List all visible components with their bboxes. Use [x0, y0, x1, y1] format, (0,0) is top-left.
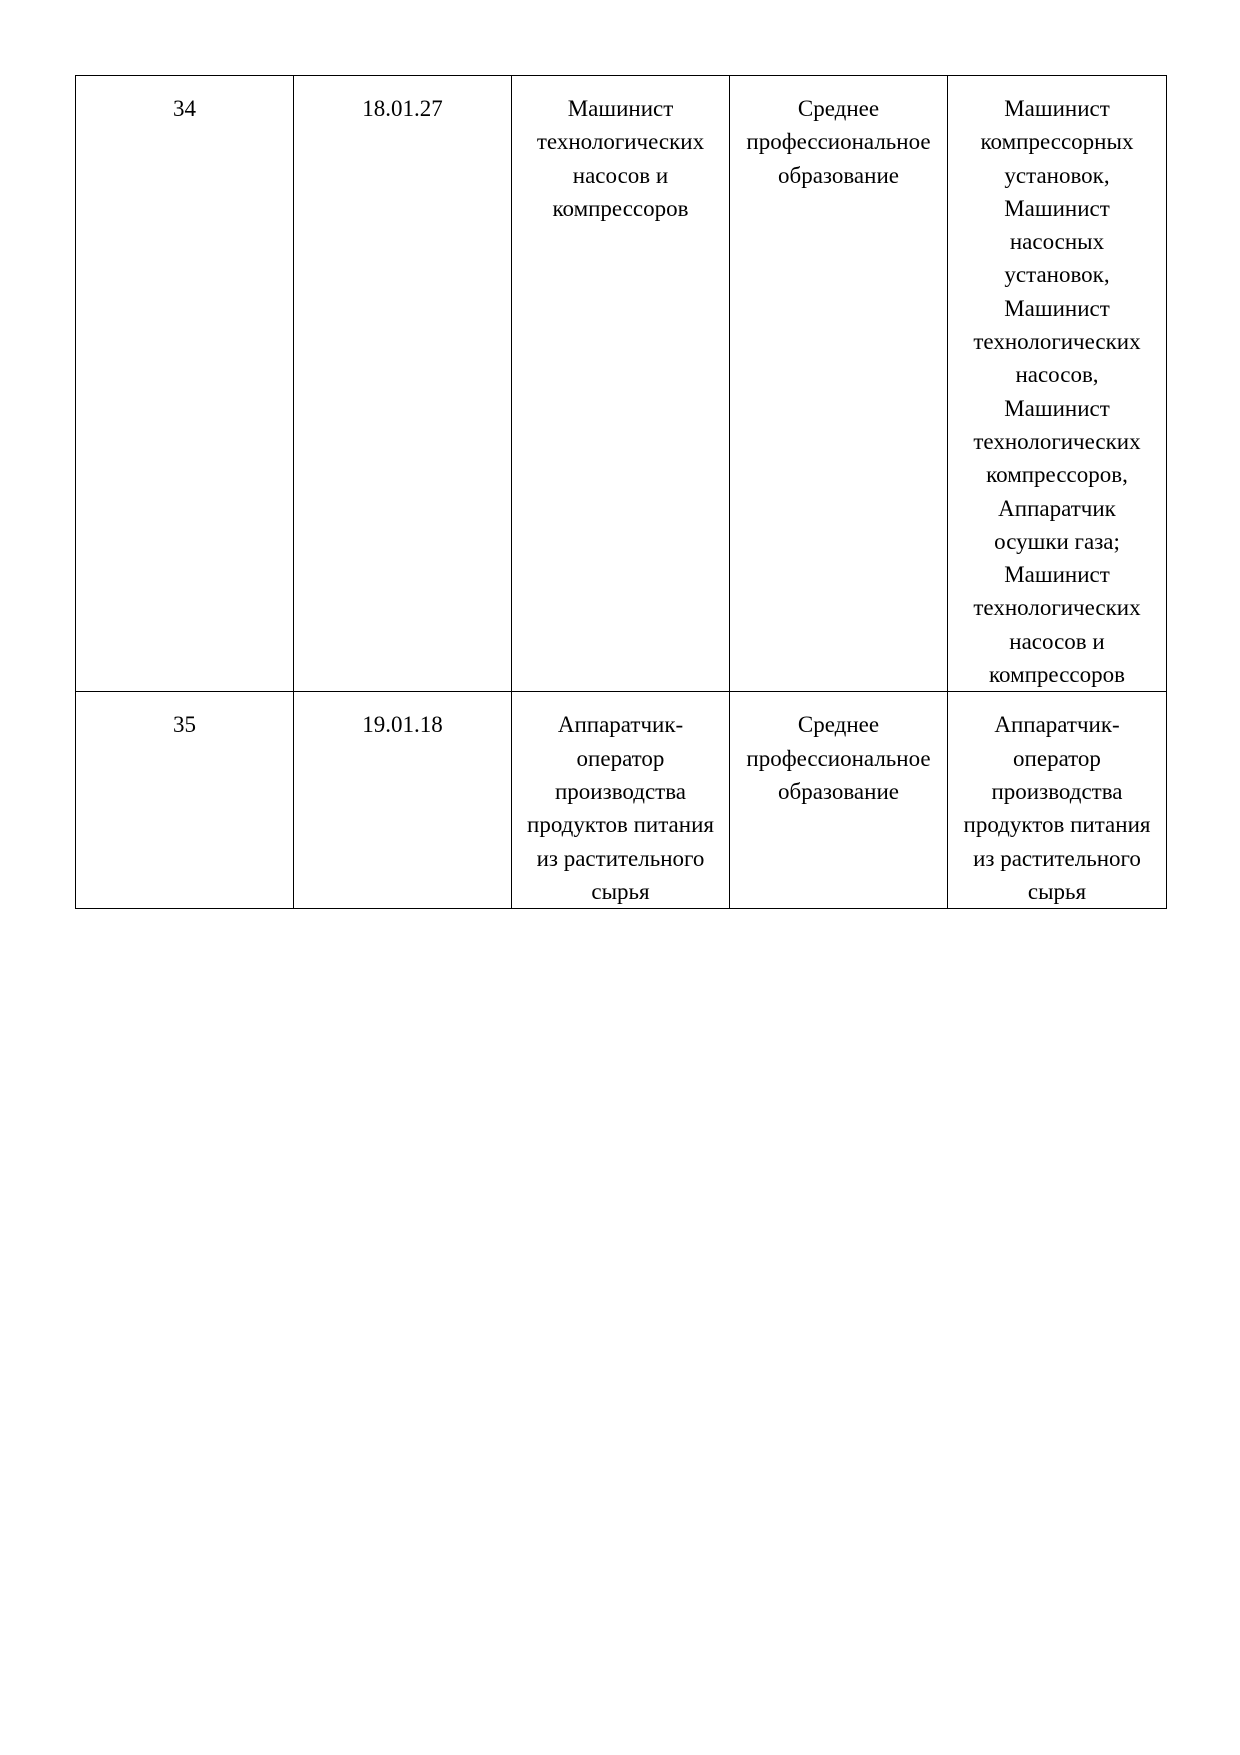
- profession-line: сырья: [591, 878, 650, 904]
- qualification-line: установок,: [1004, 262, 1110, 288]
- education-line: профессиональное: [746, 129, 931, 155]
- qualification-line: Машинист: [1004, 562, 1110, 588]
- qualification-cell: [948, 692, 1167, 909]
- qualification-line: Машинист: [1004, 195, 1110, 221]
- qualification-line: Машинист: [1004, 96, 1110, 121]
- qualification-line: продуктов питания: [963, 812, 1151, 838]
- qualification-line: оператор: [1013, 745, 1101, 771]
- profession-line: оператор: [576, 745, 665, 771]
- qualification-line: компрессорных: [980, 129, 1134, 155]
- profession-line: продуктов питания: [527, 812, 714, 838]
- qualification-line: Машинист: [1004, 295, 1110, 321]
- qualification-line: насосов и: [1009, 628, 1105, 654]
- qualification-line: Аппаратчик: [998, 495, 1116, 521]
- profession-cell: [512, 76, 730, 692]
- qualification-cell: [948, 76, 1167, 692]
- qualification-line: насосов,: [1015, 362, 1099, 388]
- code-cell: 19.01.18: [294, 692, 512, 909]
- qualification-line: технологических: [973, 329, 1141, 355]
- profession-line: компрессоров: [552, 195, 689, 221]
- qualification-line: Аппаратчик-: [994, 712, 1120, 738]
- profession-line: производства: [555, 778, 686, 804]
- professions-table: [75, 75, 1167, 909]
- education-line: профессиональное: [746, 745, 931, 771]
- qualification-line: из растительного: [973, 845, 1141, 871]
- qualification-line: технологических: [973, 428, 1141, 454]
- profession-line: технологических: [536, 129, 705, 155]
- profession-line: из растительного: [536, 845, 705, 871]
- education-line: образование: [778, 162, 899, 188]
- education-cell: [730, 76, 948, 692]
- qualification-line: насосных: [1009, 229, 1105, 255]
- qualification-line: технологических: [973, 595, 1141, 621]
- qualification-line: компрессоров,: [986, 462, 1128, 488]
- profession-line: Машинист: [567, 96, 674, 121]
- profession-line: Аппаратчик-: [557, 712, 684, 738]
- row-number-cell: 35: [76, 692, 294, 909]
- table-row: [76, 76, 1167, 692]
- row-number-cell: 34: [76, 76, 294, 692]
- qualification-line: установок,: [1004, 162, 1110, 188]
- qualification-line: компрессоров: [989, 662, 1125, 688]
- qualification-line: сырья: [1027, 878, 1087, 904]
- education-cell: [730, 692, 948, 909]
- profession-line: насосов и: [572, 162, 669, 188]
- code-cell: 18.01.27: [294, 76, 512, 692]
- profession-cell: [512, 692, 730, 909]
- qualification-line: Машинист: [1004, 395, 1110, 421]
- education-line: Среднее: [797, 96, 880, 121]
- education-line: Среднее: [797, 712, 880, 738]
- education-line: образование: [778, 778, 899, 804]
- table-row: [76, 692, 1167, 909]
- qualification-line: осушки газа;: [994, 528, 1120, 554]
- qualification-line: производства: [991, 778, 1123, 804]
